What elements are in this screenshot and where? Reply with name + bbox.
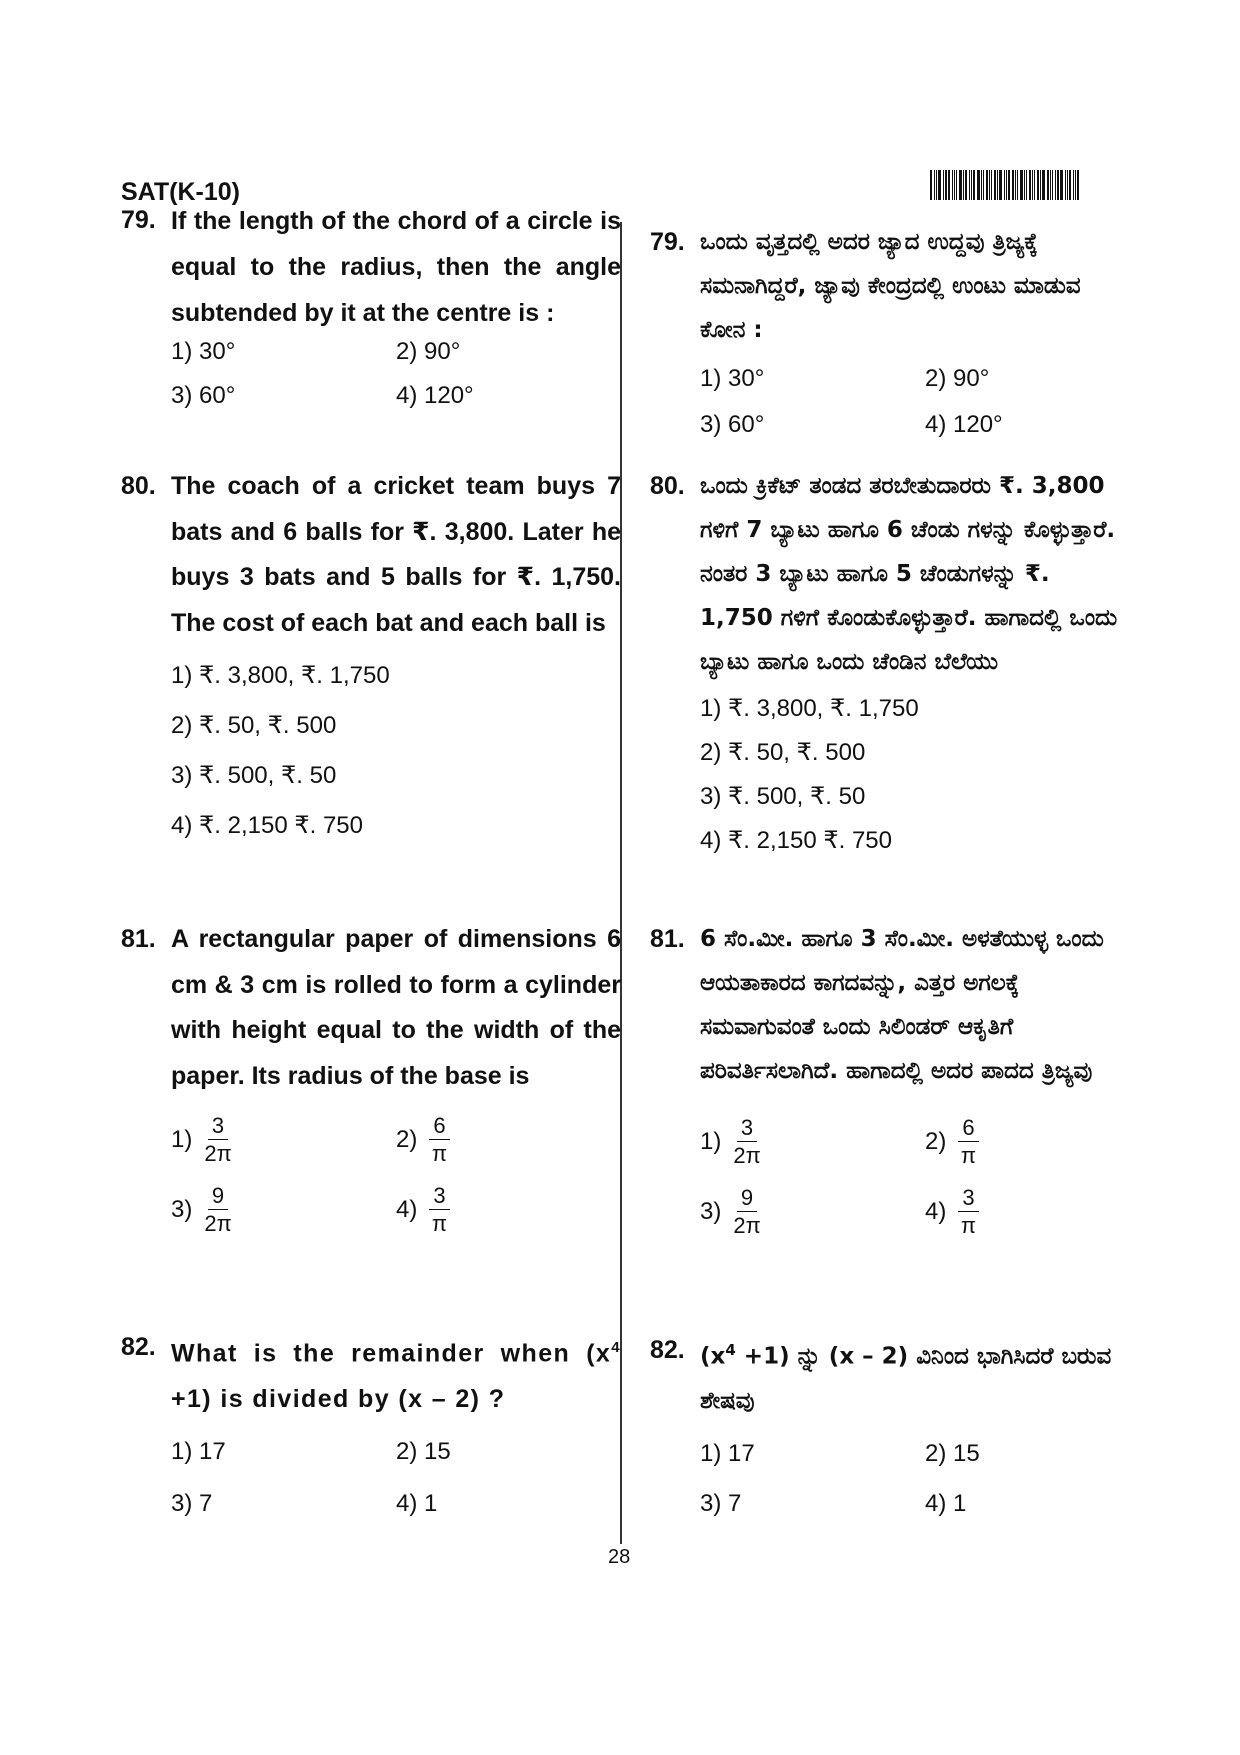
option-4: 4) 120° (396, 382, 474, 409)
question-number: 81. (121, 925, 156, 953)
barcode-bar (1004, 170, 1005, 200)
barcode-bar (1055, 170, 1056, 200)
barcode-bar (948, 170, 950, 200)
barcode-bar (952, 170, 953, 200)
barcode-bar (1032, 170, 1033, 200)
fraction: $\frac{9}{2\pi}$ (204, 1183, 232, 1236)
barcode-bar (1052, 170, 1053, 200)
barcode-bar (945, 170, 947, 200)
barcode-bar (1057, 170, 1059, 200)
barcode-bar (1029, 170, 1031, 200)
fraction: $\frac{3}{\pi}$ (429, 1185, 449, 1235)
barcode-bar (959, 170, 962, 200)
option-1: 1) 17 (700, 1439, 755, 1467)
question-82-kn (650, 1336, 1125, 1529)
barcode-bar (1037, 170, 1039, 200)
barcode-bar (981, 170, 982, 200)
question-number: 80. (650, 472, 685, 500)
page-number: 28 (608, 1546, 631, 1568)
fraction: $\frac{9}{2\pi}$ (733, 1185, 761, 1238)
question-79-kn (650, 228, 1125, 448)
barcode-bar (999, 170, 1002, 200)
option-3: 3) 60° (700, 411, 765, 438)
barcode-bar (1015, 170, 1016, 200)
question-79-en (121, 206, 621, 418)
barcode-bar (1042, 170, 1045, 200)
option-3: 3) $\frac{9}{2\pi}$ (171, 1183, 232, 1236)
question-text: $(x^4 +1)$ ನ್ನು (x – 2) ವಿನಿಂದ ಭಾಗಿಸಿದರೆ ಬರುವ ಶೇಷವು (700, 1341, 1112, 1414)
option-1: 1) 30° (700, 365, 765, 392)
question-text: If the length of the chord of a circle is equal to the radius, then the angle subtended by it at the centre is : (171, 207, 621, 327)
question-80-en (121, 472, 621, 850)
option-4: 4) ₹. 2,150 ₹. 750 (700, 826, 892, 854)
barcode-bar (971, 170, 972, 200)
option-3: 3) ₹. 500, ₹. 50 (171, 761, 337, 789)
barcode-bar (1040, 170, 1041, 200)
question-number: 80. (121, 472, 156, 500)
option-2: 2) 90° (396, 338, 461, 365)
option-3: 3) 7 (700, 1489, 742, 1517)
question-81-en (121, 925, 621, 1245)
option-2: 2) $\frac{6}{\pi}$ (396, 1105, 621, 1175)
option-2: 2) 90° (925, 365, 990, 392)
barcode-bar (1047, 170, 1049, 200)
barcode-bar (1008, 170, 1010, 200)
barcode-bar (1065, 170, 1066, 200)
fraction: $\frac{6}{\pi}$ (958, 1117, 978, 1167)
barcode-bar (1060, 170, 1063, 200)
option-2: 2) $\frac{6}{\pi}$ (925, 1107, 1150, 1177)
barcode-bar (1024, 170, 1025, 200)
barcode-bar (956, 170, 957, 200)
barcode-bar (936, 170, 937, 200)
barcode-bar (973, 170, 975, 200)
barcode-bar (1034, 170, 1035, 200)
barcode-bar (938, 170, 941, 200)
barcode-bar (1006, 170, 1007, 200)
question-number: 82. (121, 1333, 156, 1361)
barcode-bar (1012, 170, 1014, 200)
barcode-bar (997, 170, 998, 200)
option-1: 1) ₹. 3,800, ₹. 1,750 (171, 661, 390, 689)
option-1: 1) ₹. 3,800, ₹. 1,750 (700, 694, 919, 722)
option-2: 2) 15 (396, 1438, 451, 1466)
question-82-en (121, 1333, 621, 1530)
barcode-bar (1026, 170, 1027, 200)
option-2: 2) ₹. 50, ₹. 500 (171, 711, 337, 739)
barcode-bar (969, 170, 970, 200)
barcode-bar (977, 170, 980, 200)
option-3: 3) ₹. 500, ₹. 50 (700, 782, 866, 810)
barcode-bar (1067, 170, 1068, 200)
question-number: 79. (121, 206, 156, 234)
fraction: $\frac{3}{2\pi}$ (204, 1113, 232, 1166)
question-text: ಒಂದು ವೃತ್ತದಲ್ಲಿ ಅದರ ಜ್ಯಾದ ಉದ್ದವು ತ್ರಿಜ್ಯಕ್ಕೆ ಸಮನಾಗಿದ್ದರೆ, ಜ್ಯಾವು ಕೇಂದ್ರದಲ್ಲಿ ಉಂಟು ಮಾಡುವ ಕೋನ : (700, 229, 1081, 343)
barcode-bar (1069, 170, 1071, 200)
option-3: 3) $\frac{9}{2\pi}$ (700, 1185, 761, 1238)
exam-code: SAT(K-10) (121, 178, 240, 206)
barcode-bar (934, 170, 935, 200)
option-2: 2) ₹. 50, ₹. 500 (700, 738, 866, 766)
barcode (930, 170, 1120, 200)
barcode-bar (989, 170, 990, 200)
question-text: ಒಂದು ಕ್ರಿಕೆಟ್ ತಂಡದ ತರಬೇತುದಾರರು ₹. 3,800 ಗಳಿಗೆ 7 ಬ್ಯಾಟು ಹಾಗೂ 6 ಚೆಂಡು ಗಳನ್ನು ಕೊಳ್ಳುತ್ತಾರೆ. ನಂತರ 3 ಬ್ಯಾಟು ಹಾಗೂ 5 ಚೆಂಡುಗಳನ್ನು ₹. 1,750 ಗಳಿಗೆ ಕೊಂಡುಕೊಳ್ಳುತ್ತಾರೆ. ಹಾಗಾದಲ್ಲಿ ಒಂದು ಬ್ಯಾಟು ಹಾಗೂ ಒಂದು ಚೆಂಡಿನ ಬೆಲೆಯು (700, 473, 1118, 675)
barcode-bar (1077, 170, 1079, 200)
barcode-bar (1020, 170, 1023, 200)
option-4: 4) $\frac{3}{\pi}$ (396, 1175, 621, 1245)
option-4: 4) $\frac{3}{\pi}$ (925, 1177, 1150, 1247)
barcode-bar (963, 170, 964, 200)
barcode-bar (983, 170, 984, 200)
question-number: 79. (650, 228, 685, 256)
option-1: 1) 17 (171, 1438, 226, 1466)
barcode-bar (1050, 170, 1051, 200)
barcode-bar (954, 170, 955, 200)
question-text: A rectangular paper of dimensions 6 cm & 3 cm is rolled to form a cylinder with height equal to the width of the paper. Its radius of the base is (171, 925, 621, 1090)
fraction: $\frac{6}{\pi}$ (429, 1115, 449, 1165)
barcode-bar (986, 170, 988, 200)
barcode-bar (943, 170, 944, 200)
barcode-bar (1075, 170, 1076, 200)
option-3: 3) 7 (171, 1490, 213, 1518)
question-81-kn (650, 925, 1125, 1247)
option-4: 4) 1 (925, 1489, 967, 1517)
option-3: 3) 60° (171, 382, 236, 409)
option-1: 1) $\frac{3}{2\pi}$ (700, 1115, 761, 1168)
fraction: $\frac{3}{\pi}$ (958, 1187, 978, 1237)
fraction: $\frac{3}{2\pi}$ (733, 1115, 761, 1168)
option-4: 4) ₹. 2,150 ₹. 750 (171, 811, 363, 839)
barcode-bar (1073, 170, 1074, 200)
option-4: 4) 120° (925, 411, 1003, 438)
barcode-bar (991, 170, 992, 200)
question-text: What is the remainder when $(x^4 +1)$ is divided by (x – 2) ? (171, 1339, 621, 1414)
question-number: 81. (650, 925, 685, 953)
question-number: 82. (650, 1336, 685, 1364)
option-1: 1) 30° (171, 338, 236, 365)
question-text: The coach of a cricket team buys 7 bats and 6 balls for ₹. 3,800. Later he buys 3 bats and 5 balls for ₹. 1,750. The cost of each bat and each ball is (171, 472, 621, 637)
barcode-bar (930, 170, 932, 200)
option-2: 2) 15 (925, 1439, 980, 1467)
question-80-kn (650, 472, 1125, 862)
option-4: 4) 1 (396, 1490, 438, 1518)
barcode-bar (994, 170, 996, 200)
barcode-bar (1017, 170, 1018, 200)
option-1: 1) $\frac{3}{2\pi}$ (171, 1113, 232, 1166)
barcode-bar (965, 170, 967, 200)
question-text: 6 ಸೆಂ.ಮೀ. ಹಾಗೂ 3 ಸೆಂ.ಮೀ. ಅಳತೆಯುಳ್ಳ ಒಂದು ಆಯತಾಕಾರದ ಕಾಗದವನ್ನು, ಎತ್ತರ ಅಗಲಕ್ಕೆ ಸಮವಾಗುವಂತೆ ಒಂದು ಸಿಲಿಂಡರ್ ಆಕೃತಿಗೆ ಪರಿವರ್ತಿಸಲಾಗಿದೆ. ಹಾಗಾದಲ್ಲಿ ಅದರ ಪಾದದ ತ್ರಿಜ್ಯವು (700, 926, 1104, 1084)
